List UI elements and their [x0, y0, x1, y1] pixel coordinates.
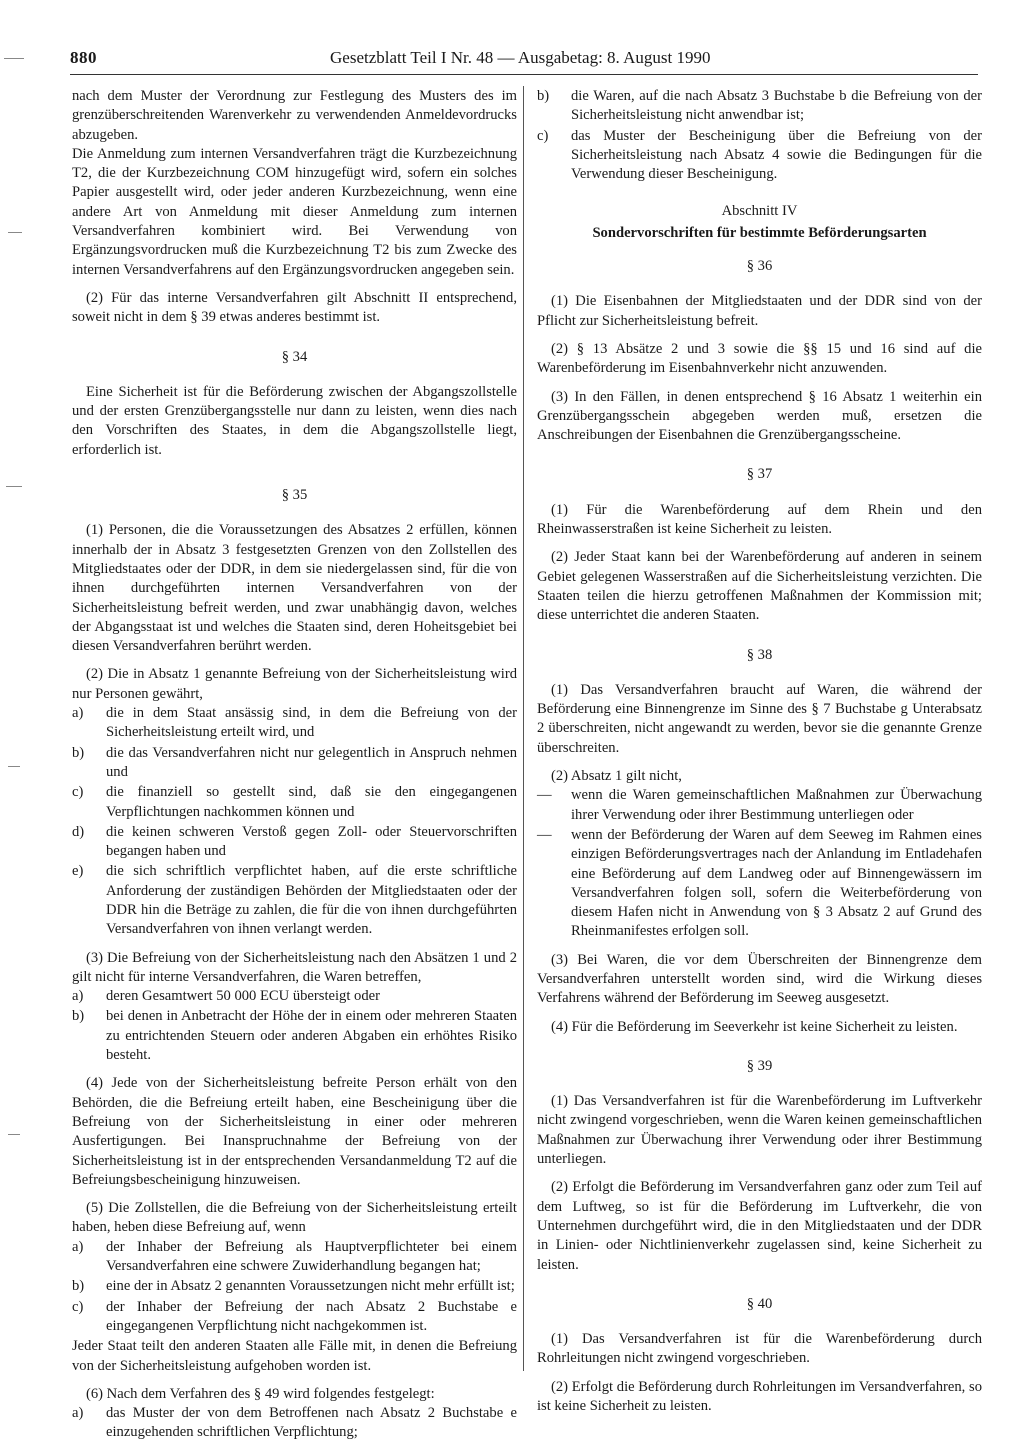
list-label: b): [72, 1008, 85, 1025]
paragraph: nach dem Muster der Verordnung zur Festlegung des Musters des im grenzüberschreitenden Warenverkehr zu verwendenden Anmeldevordrucks abzugeben.: [72, 88, 517, 143]
section-heading: § 34: [281, 348, 308, 365]
paragraph: Jeder Staat teilt den anderen Staaten alle Fälle mit, in denen die Befreiung von der Sicherheitsleistung aufgehoben worden ist.: [72, 1338, 517, 1374]
paragraph: (2) Die in Absatz 1 genannte Befreiung von der Sicherheitsleistung wird nur Personen gewährt,: [72, 666, 517, 702]
list-item: [72, 823, 517, 862]
list-item: [72, 862, 517, 939]
list-item: [72, 783, 517, 822]
list-label: —: [537, 826, 552, 843]
section-heading: § 40: [746, 1295, 773, 1312]
paragraph: (1) Die Eisenbahnen der Mitgliedstaaten und der DDR sind von der Pflicht zur Sicherheitsleistung befreit.: [537, 293, 982, 329]
paragraph: (4) Jede von der Sicherheitsleistung befreite Person erhält von den Behörden, die die Befreiung erteilt haben, eine Bescheinigung über die Befreiung von der Sicherheitsleistung in einer oder mehreren Ausfertigungen. Bei Inanspruchnahme der Befreiung von der Sicherheitsleistung ist in der entsprechenden Versandanmeldung T2 auf die Befreiungsbescheinigung hinzuweisen.: [72, 1075, 517, 1188]
list-label: b): [72, 744, 85, 761]
list-item: [537, 786, 982, 825]
list-label: e): [72, 863, 84, 880]
margin-mark: [6, 486, 22, 487]
paragraph: (2) Erfolgt die Beförderung durch Rohrleitungen im Versandverfahren, so ist keine Sicherheit zu leisten.: [537, 1378, 982, 1415]
list-label: a): [72, 1405, 84, 1422]
list-text: der Inhaber der Befreiung der nach Absatz 2 Buchstabe e eingegangenen Verpflichtung nicht nachgekommen ist.: [106, 1298, 517, 1334]
list-label: c): [72, 1298, 84, 1315]
margin-mark: [8, 232, 22, 233]
list-item: [72, 744, 517, 783]
list-label: c): [537, 127, 549, 144]
section-heading: § 39: [746, 1057, 773, 1074]
list-text: die finanziell so gestellt sind, daß sie den eingegangenen Verpflichtungen nachkommen können und: [106, 784, 517, 820]
list-label: a): [72, 705, 84, 722]
list-label: b): [537, 88, 550, 104]
list-text: das Muster der Bescheinigung über die Befreiung von der Sicherheitsleistung nach Absatz 4 sowie die Bedingungen für die Verwendung dieser Bescheinigung.: [571, 127, 982, 183]
paragraph: (2) Jeder Staat kann bei der Warenbeförderung auf anderen in seinem Gebiet gelegenen Wasserstraßen auf die Sicherheitsleistung verzichten. Die Staaten teilen die hierzu getroffenen Maßnahmen der Kommission mit; diese unterrichtet die anderen Staaten.: [537, 549, 982, 624]
left-column: [72, 87, 517, 1444]
paragraph: (5) Die Zollstellen, die die Befreiung von der Sicherheitsleistung erteilt haben, heben diese Befreiung auf, wenn: [72, 1200, 517, 1236]
list-item: [72, 987, 517, 1006]
list-item: [537, 826, 982, 942]
margin-mark: [4, 58, 24, 59]
paragraph: (1) Das Versandverfahren ist für die Warenbeförderung durch Rohrleitungen nicht zwingend vorgeschrieben.: [537, 1331, 982, 1367]
list-item: [537, 127, 982, 185]
list-text: die keinen schweren Verstoß gegen Zoll- oder Steuervorschriften begangen haben und: [106, 823, 517, 860]
page-header: [0, 0, 1024, 80]
chapter-title: Sondervorschriften für bestimmte Beförderungsarten: [592, 224, 927, 241]
paragraph: Die Anmeldung zum internen Versandverfahren trägt die Kurzbezeichnung T2, die der Kurzbezeichnung COM hinzugefügt wird, sofern ein solches Papier ausgestellt wird, oder jeder anderen Kurzbezeichnung, wenn eine andere Art von Anmeldung mit dieser Anmeldung zum internen Versandverfahren kombiniert wird. Bei Verwendung von Ergänzungsvordrucken muß die Kurzbezeichnung T2 bis zum Zwecke des internen Versandverfahrens auf den Ergänzungsvordrucken angegeben sein.: [72, 145, 517, 278]
margin-mark: [8, 1134, 20, 1135]
paragraph: (2) Erfolgt die Beförderung im Versandverfahren ganz oder zum Teil auf dem Luftweg, so ist für die Beförderung im Luftverkehr, die von Unternehmen durchgeführt wird, die in den Mitgliedstaaten und der DDR in Linien- oder Nichtlinienverkehr zugelassen sind, keine Sicherheit zu leisten.: [537, 1179, 982, 1273]
section-heading: § 35: [281, 487, 308, 504]
paragraph: (2) Für das interne Versandverfahren gilt Abschnitt II entsprechend, soweit nicht in dem § 39 etwas anderes bestimmt ist.: [72, 289, 517, 326]
list-item: [72, 1298, 517, 1337]
list-text: die das Versandverfahren nicht nur gelegentlich in Anspruch nehmen und: [106, 744, 517, 780]
running-title: Gesetzblatt Teil I Nr. 48 — Ausgabetag: 8. August 1990: [330, 48, 711, 67]
list-text: die sich schriftlich verpflichtet haben, auf die erste schriftliche Anforderung der zuständigen Behörden der Mitgliedstaaten oder der DDR hin die Beträge zu zahlen, die für die von ihnen durchgeführten Versandverfahren von ihnen verlangt werden.: [106, 863, 517, 938]
list-label: b): [72, 1278, 85, 1295]
column-divider: [523, 86, 524, 1371]
list-text: wenn die Waren gemeinschaftlichen Maßnahmen zur Überwachung ihrer Verwendung oder ihrer Bestimmung unterliegen oder: [571, 787, 982, 823]
list-label: —: [537, 787, 552, 804]
section-heading: § 37: [746, 466, 773, 483]
paragraph: (1) Personen, die die Voraussetzungen des Absatzes 2 erfüllen, können innerhalb der in Absatz 3 festgesetzten Grenzen von den Zollstellen des Mitgliedstaates oder der DDR, in dem sie niedergelassen sind, für die von ihnen durchgeführten internen Versandverfahren von der Sicherheitsleistung befreit werden, und zwar unabhängig davon, welches der Abgangsstaat ist und welches die Staaten sind, deren Hoheitsgebiet bei diesen Versandverfahren berührt werden.: [72, 522, 517, 655]
list-item: [72, 704, 517, 743]
paragraph: (4) Für die Beförderung im Seeverkehr ist keine Sicherheit zu leisten.: [551, 1018, 958, 1035]
paragraph: (2) § 13 Absätze 2 und 3 sowie die §§ 15 und 16 sind auf die Warenbeförderung im Eisenbahnverkehr nicht anzuwenden.: [537, 340, 982, 377]
chapter-heading: Abschnitt IV: [721, 203, 798, 220]
list-text: der Inhaber der Befreiung als Hauptverpflichteter bei einem Versandverfahren eine schwere Zuwiderhandlung begangen hat;: [106, 1238, 517, 1275]
list-item: [72, 1404, 517, 1443]
paragraph: (1) Das Versandverfahren ist für die Warenbeförderung im Luftverkehr nicht zwingend vorgeschrieben, wenn die Waren keinen gemeinschaftlichen Maßnahmen zur Überwachung ihrer Verwendung oder ihrer Bestimmung unterliegen.: [537, 1093, 982, 1168]
list-item: [537, 87, 982, 126]
paragraph: Eine Sicherheit ist für die Beförderung zwischen der Abgangszollstelle und der ersten Grenzübergangsstelle nur dann zu leisten, wenn dies nach den Vorschriften des Staates, in dem die Abgangszollstelle liegt, erforderlich ist.: [72, 383, 517, 458]
list-text: deren Gesamtwert 50 000 ECU übersteigt oder: [106, 988, 380, 1005]
section-heading: § 36: [746, 258, 773, 275]
list-text: wenn der Beförderung der Waren auf dem Seeweg im Rahmen eines einzigen Beförderungsvertrages nach der Anlandung im Entladehafen eine Beförderung auf dem Landweg oder auf Binnengewässern im Versandverfahren folgen soll, sofern die Weiterbeförderung von diesem Hafen nicht in Anwendung von § 3 Absatz 2 auf Grund des Rheinmanifestes erfolgen soll.: [571, 826, 982, 940]
right-column: [537, 87, 982, 1425]
list-item: [72, 1238, 517, 1277]
list-text: die Waren, auf die nach Absatz 3 Buchstabe b die Befreiung von der Sicherheitsleistung nicht anwendbar ist;: [571, 88, 982, 124]
list-text: bei denen in Anbetracht der Höhe der in einem oder mehreren Staaten zu entrichtenden Steuern oder anderen Abgaben ein erhöhtes Risiko besteht.: [106, 1008, 517, 1064]
header-rule: [70, 74, 978, 75]
paragraph: (3) Bei Waren, die vor dem Überschreiten der Binnengrenze dem Versandverfahren unterstellt worden sind, wird die Wirkung dieses Verfahrens während der Beförderung im Seeweg ausgesetzt.: [537, 951, 982, 1007]
paragraph: (3) In den Fällen, in denen entsprechend § 16 Absatz 1 weiterhin ein Grenzübergangsschein abgegeben werden muß, ersetzen die Anschreibungen der Eisenbahnen die Grenzübergangsscheine.: [537, 388, 982, 444]
paragraph: (1) Für die Warenbeförderung auf dem Rhein und den Rheinwasserstraßen ist keine Sicherheit zu leisten.: [537, 501, 982, 538]
section-heading: § 38: [746, 646, 773, 663]
list-text: eine der in Absatz 2 genannten Voraussetzungen nicht mehr erfüllt ist;: [106, 1278, 515, 1295]
list-label: a): [72, 988, 84, 1005]
list-label: d): [72, 823, 85, 840]
list-item: [72, 1007, 517, 1065]
paragraph: (6) Nach dem Verfahren des § 49 wird folgendes festgelegt:: [86, 1385, 435, 1402]
list-label: c): [72, 784, 84, 801]
page-number: 880: [70, 48, 97, 67]
paragraph: (2) Absatz 1 gilt nicht,: [551, 768, 682, 785]
margin-mark: [8, 766, 20, 767]
paragraph: (3) Die Befreiung von der Sicherheitsleistung nach den Absätzen 1 und 2 gilt nicht für interne Versandverfahren, die Waren betreffen,: [72, 949, 517, 985]
list-text: die in dem Staat ansässig sind, in dem die Befreiung von der Sicherheitsleistung erteilt wird, und: [106, 705, 517, 741]
list-text: das Muster der von dem Betroffenen nach Absatz 2 Buchstabe e einzugehenden schriftlichen Verpflichtung;: [106, 1405, 517, 1441]
paragraph: (1) Das Versandverfahren braucht auf Waren, die während der Beförderung eine Binnengrenze im Sinne des § 7 Buchstabe g Unterabsatz 2 überschreiten, nicht angewandt zu werden, bevor sie die genannte Grenze überschreiten.: [537, 681, 982, 756]
list-item: [72, 1277, 517, 1296]
list-label: a): [72, 1238, 84, 1255]
